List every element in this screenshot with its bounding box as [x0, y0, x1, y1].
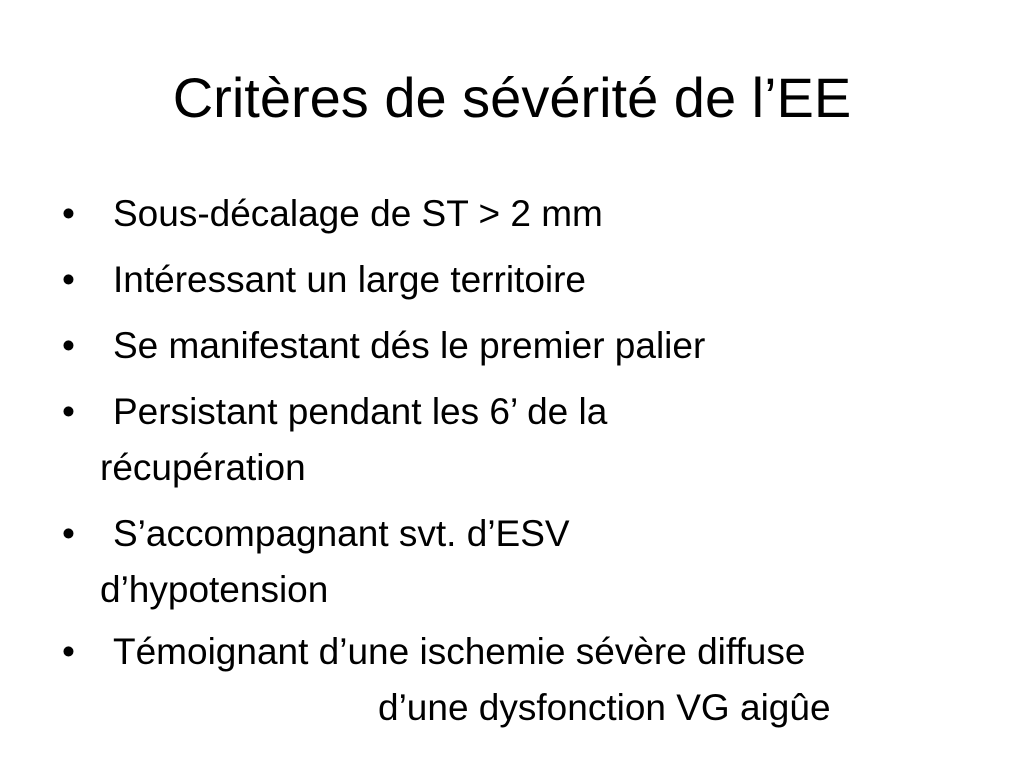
bullet-dot-icon: •	[62, 631, 75, 672]
bullet-item	[62, 384, 982, 496]
bullet-dot-icon: •	[62, 259, 75, 300]
bullet-dot-icon: •	[62, 325, 75, 366]
bullet-text: Intéressant un large territoire	[113, 259, 587, 300]
bullet-item	[62, 318, 982, 374]
bullet-text: Témoignant d’une ischemie sévère diffuse	[113, 631, 806, 672]
bullet-item	[62, 186, 982, 242]
bullet-text-continuation: d’hypotension	[100, 569, 329, 610]
bullet-item	[62, 624, 982, 736]
bullet-dot-icon: •	[62, 391, 75, 432]
bullet-text: S’accompagnant svt. d’ESV	[113, 513, 570, 554]
bullet-text: Se manifestant dés le premier palier	[113, 325, 706, 366]
bullet-text-continuation: d’une dysfonction VG aigûe	[378, 687, 831, 728]
bullet-text: Persistant pendant les 6’ de la	[113, 391, 608, 432]
bullet-text: Sous-décalage de ST > 2 mm	[113, 193, 603, 234]
bullet-dot-icon: •	[62, 513, 75, 554]
bullet-dot-icon: •	[62, 193, 75, 234]
slide-title: Critères de sévérité de l’EE	[172, 66, 852, 129]
bullet-item	[62, 252, 982, 308]
bullet-text-continuation: récupération	[100, 447, 306, 488]
bullet-item	[62, 506, 982, 618]
